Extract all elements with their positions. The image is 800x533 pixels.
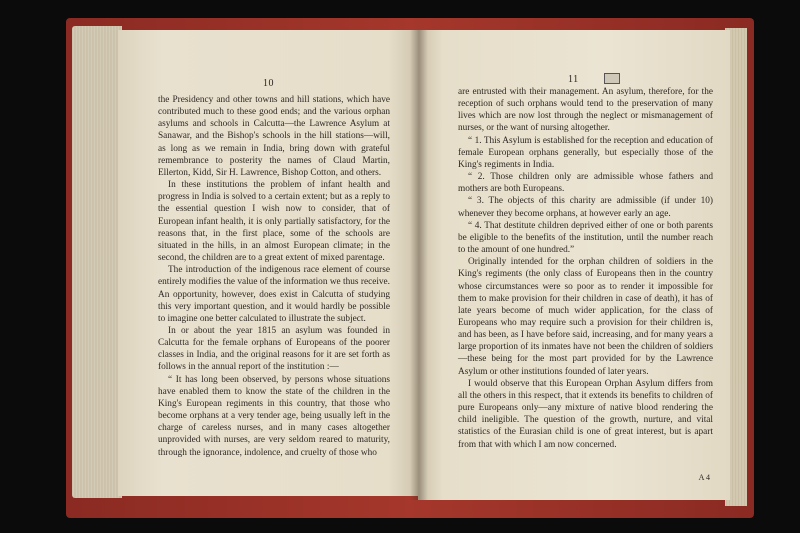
paragraph: “ 4. That destitute children deprived either of one or both parents be eligible to the benefits of the institution, until the number reach to the amount of one hundred.” — [458, 220, 713, 256]
paragraph: In these institutions the problem of infant health and progress in India is solved to a certain extent; but as a reply to the essential question I wish now to consider, that of European infant health, it is only partially satisfactory, for the reasons that, in the first place, some of the schools are situated in the hills, in an almost European climate; in the second, the children are to a great extent of mixed parentage. — [158, 180, 390, 264]
paragraph: “ 3. The objects of this charity are admissible (if under 10) whenever they become orphans, at however early an age. — [458, 196, 713, 219]
paragraph: “ It has long been observed, by persons whose situations have enabled them to know the state of the children in the King's European regiments in this country, that those who become orphans at a very tender age, being usually left in the charge of careless nurses, and in many cases altogether unprovided with nurses, are very seldom reared to maturity, through the ignorance, indolence, and cruelty of those who — [158, 374, 390, 458]
paragraph: the Presidency and other towns and hill stations, which have contributed much to these good ends; and the various orphan asylums and schools in Calcutta—the Lawrence Asylum at Sanawar, and the Bishop's schools in the hill stations—will, as long as we remain in India, bring down with grateful remembrance to posterity the names of Claud Martin, Ellerton, Kidd, Sir H. Lawrence, Bishop Cotton, and others. — [158, 95, 390, 178]
signature-mark: A 4 — [698, 473, 710, 482]
library-stamp — [604, 73, 620, 84]
paragraph: I would observe that this European Orphan Asylum differs from all the others in this respect, that it extends its benefits to children of pure Europeans only—any mixture of native blood rendering the child ineligible. The question of the growth, nurture, and vital statistics of the Eurasian child is one of great interest, but is apart from that with which I am now concerned. — [458, 378, 713, 450]
left-page — [118, 30, 418, 496]
paragraph: “ 1. This Asylum is established for the reception and education of female European orphans generally, but especially those of the King's regiments in India. — [458, 135, 713, 170]
paragraph: The introduction of the indigenous race element of course entirely modifies the value of the information we thus receive. An opportunity, however, does exist in Calcutta of studying this very important question, and it would hardly be possible to imagine one better calculated to illustrate the subject. — [158, 265, 390, 324]
paragraph: In or about the year 1815 an asylum was founded in Calcutta for the female orphans of Europeans of the poorer classes in India, and the original reasons for it are set forth as follows in the annual report of the institution :— — [158, 325, 390, 373]
paragraph: are entrusted with their management. An asylum, therefore, for the reception of such orphans would tend to the preservation of many lives which are now lost through the neglect or mismanagement of nurses, or the want of nursing altogether. — [458, 87, 713, 134]
paragraph: Originally intended for the orphan children of soldiers in the King's regiments (the only class of Europeans then in the country whose circumstances were so poor as to render it impossible for them to make provision for their children in case of death), it has of late years become of much wider application, for the class of Europeans who may require such a provision for their children is, and has been, as I have before said, increasing, and for many years a large proportion of its inmates have not been the children of soldiers—these being for the most part provided for by the Lawrence Asylum or other institutions founded of later years. — [458, 257, 713, 377]
right-page-text — [458, 86, 713, 451]
left-page-edges — [72, 26, 122, 498]
right-page — [418, 30, 730, 500]
left-page-number: 10 — [263, 78, 274, 89]
left-page-text — [158, 94, 390, 459]
paragraph: “ 2. Those children only are admissible whose fathers and mothers are both Europeans. — [458, 172, 713, 195]
right-page-number: 11 — [568, 74, 579, 85]
book-gutter — [410, 30, 428, 500]
